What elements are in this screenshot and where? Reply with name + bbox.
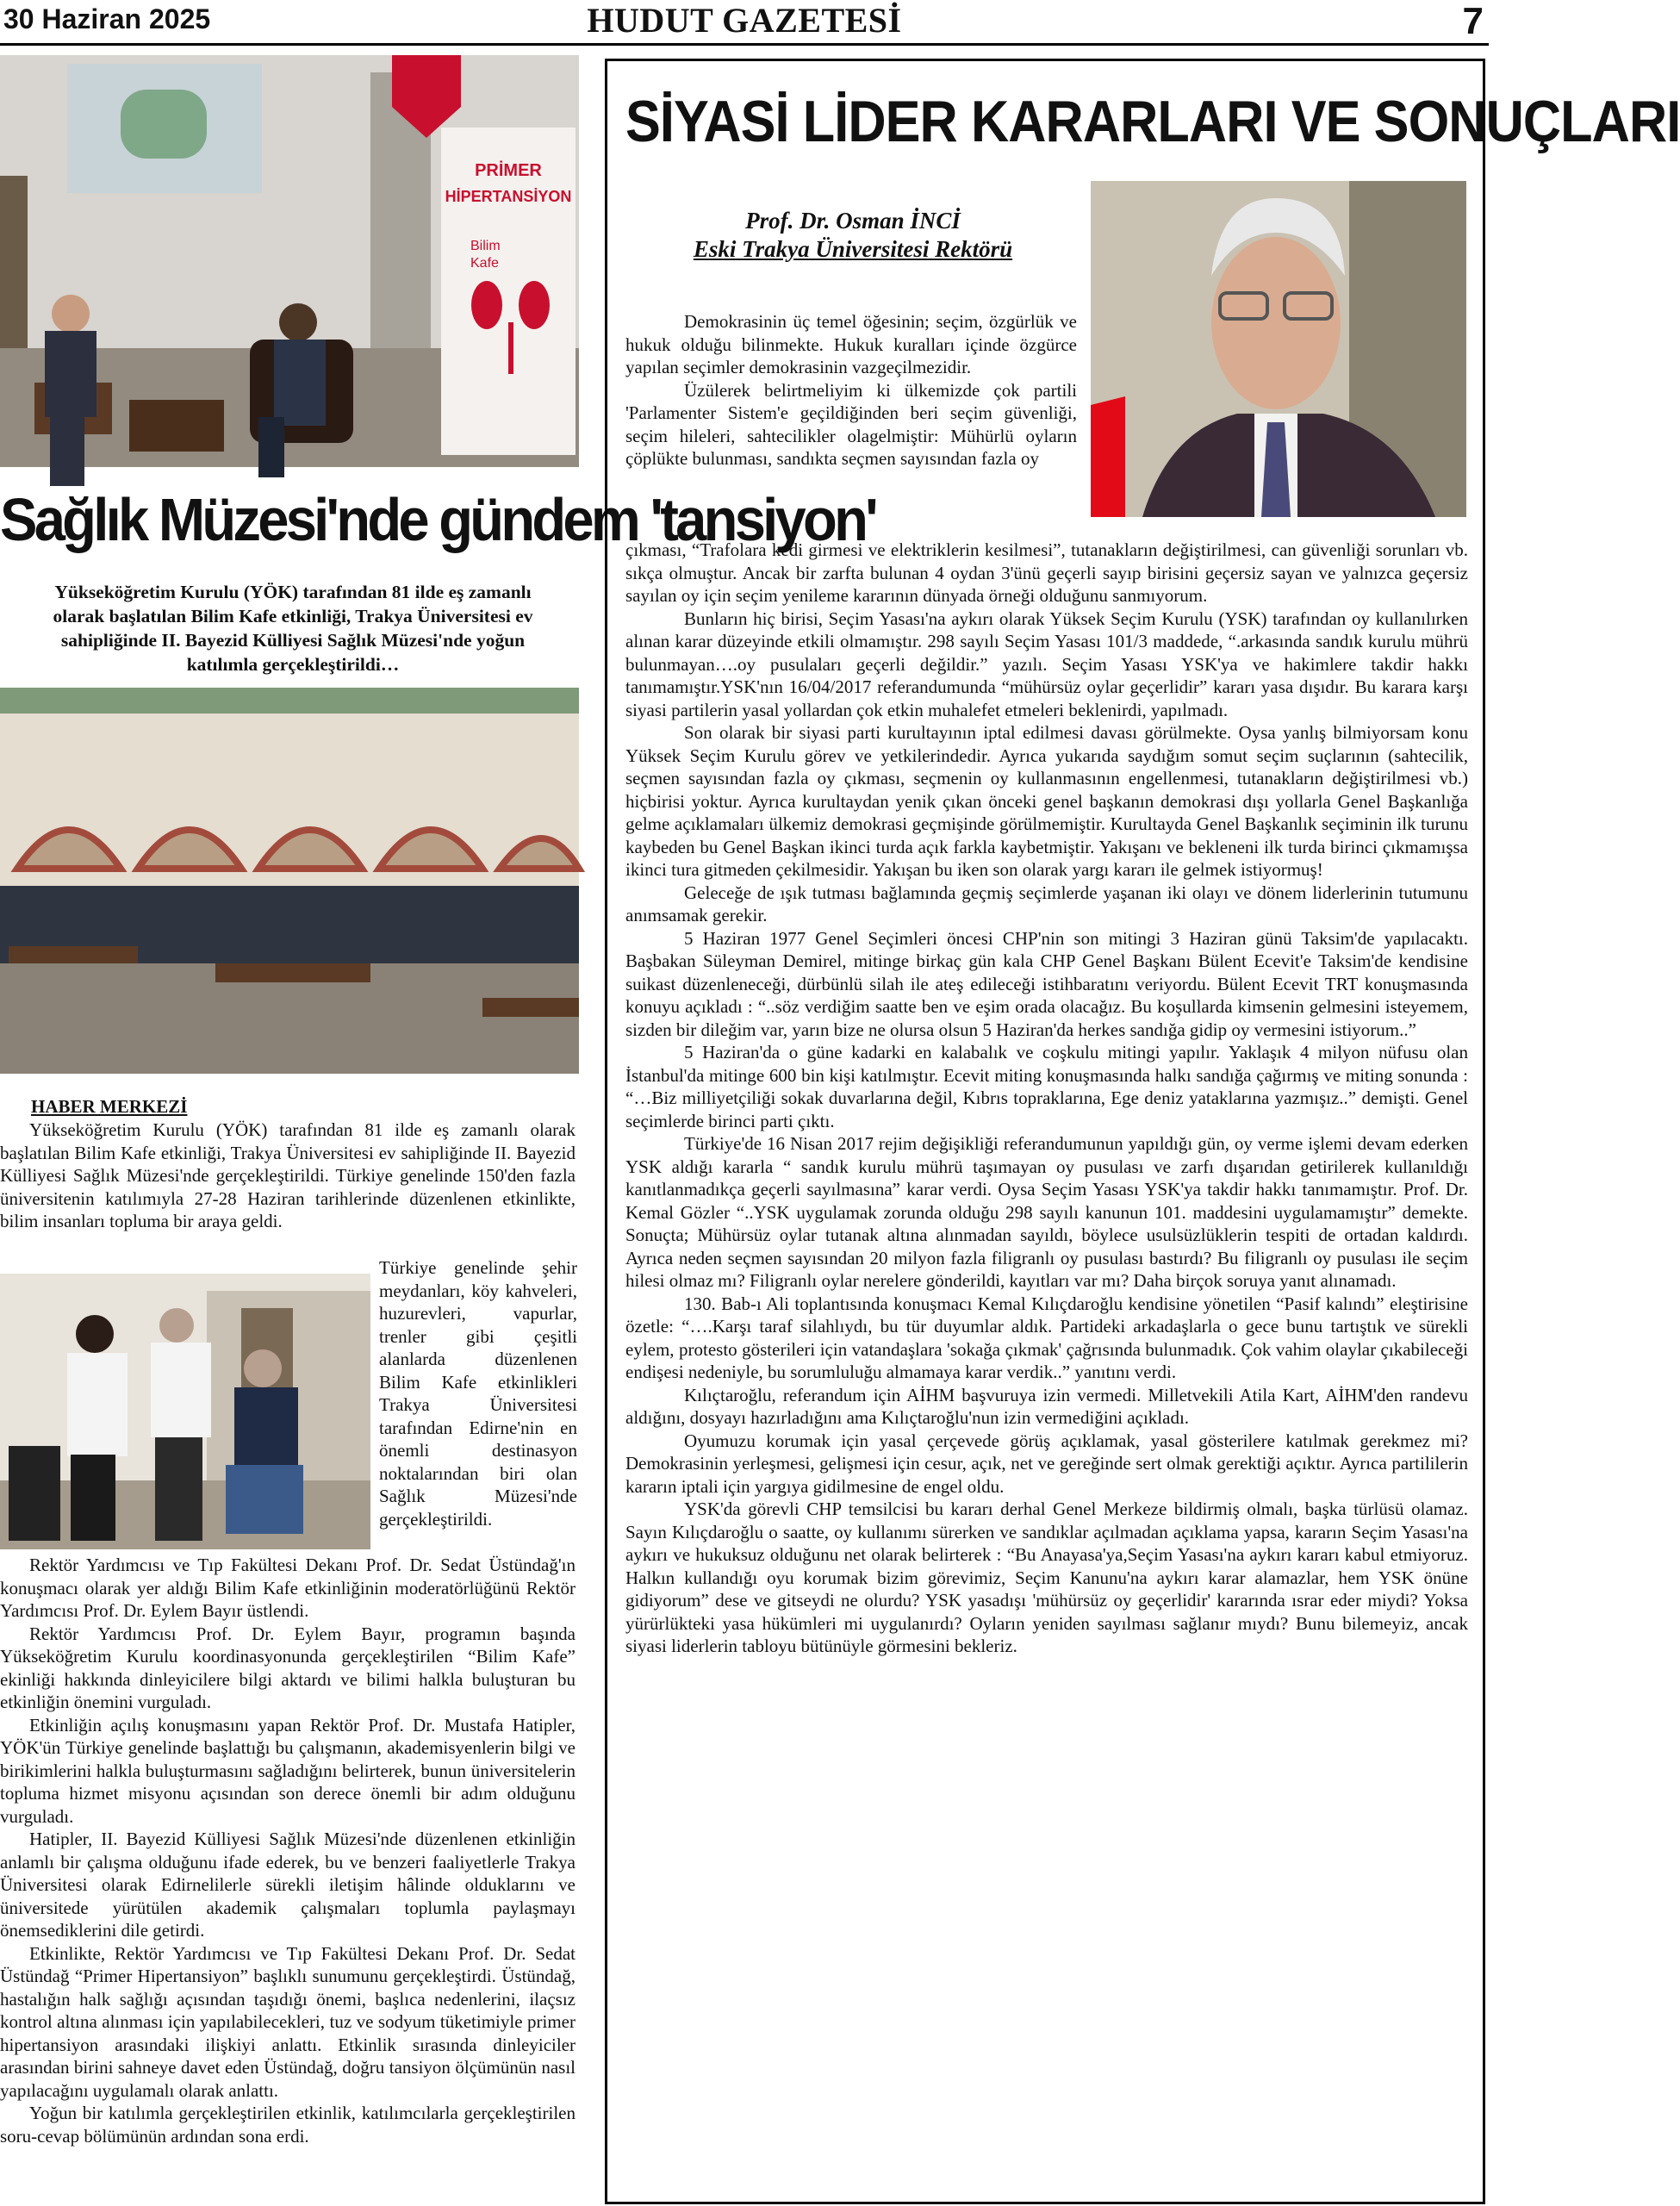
right-body-paragraphs [625, 539, 1468, 1658]
paragraph: Rektör Yardımcısı ve Tıp Fakültesi Dekanı Prof. Dr. Sedat Üstündağ'ın konuşmacı olarak yer aldığı Bilim Kafe etkinliğinin moderatörlüğünü Rektör Yardımcısı Prof. Dr. Eylem Bayır üstlendi. [0, 1555, 576, 1621]
paragraph: 130. Bab-ı Ali toplantısında konuşmacı Kemal Kılıçdaroğlu kendisine yönetilen “Pasif kalındı” eleştirisine özetle: “….Karşı taraf silahlıydı, bu tür duyumlar aldık. Partideki arkadaşlarla o gece bunu tartıştık ve sürekli eylem, protesto gösterileri için vatandaşlara 'sokağa çıkmak' çağrısında bulunmadık. Çok vahim olaylar çıkabileceği endişesi nedeniyle, bu sorumluluğu almamaya karar verdik..” yanıtını verdi. [625, 1293, 1468, 1382]
paragraph: Hatipler, II. Bayezid Külliyesi Sağlık Müzesi'nde düzenlenen etkinliğin anlamlı bir çalışma olduğunu ifade ederek, bu ve benzeri faaliyetlerle Trakya Üniversitesi olarak Edirnelilerle sürekli iletişim hâlinde olduklarını ve üniversitede yürütülen akademik çalışmaları toplumla paylaşmayı önemsediklerini dile getirdi. [0, 1829, 576, 1941]
newspaper-name: HUDUT GAZETESİ [587, 1, 902, 40]
left-byline: HABER MERKEZİ [31, 1096, 188, 1117]
paragraph: Üzülerek belirtmeliyim ki ülkemizde çok partili 'Parlamenter Sistem'e geçildiğinden beri seçim güvenliği, seçim hileleri, sahtecilikler olagelmiştir: Mühürlü oyların çöplükte bulunması, sandıkta seçmen sayısından fazla oy [625, 379, 1077, 469]
left-spot-text: Yükseköğretim Kurulu (YÖK) tarafından 81 ilde eş zamanlı olarak başlatılan Bilim Kafe etkinliği, Trakya Üniversitesi ev sahipliğinde II. Bayezid Külliyesi Sağlık Müzesi'nde yoğun katılımla gerçekleştirildi… [53, 582, 533, 675]
paragraph: Etkinliğin açılış konuşmasını yapan Rektör Prof. Dr. Mustafa Hatipler, YÖK'ün Türkiye genelinde başlattığı bu çalışmanın, akademisyenlerin bilgi ve birikimlerini halkla buluşturmasını sağladığını belirterek, bunun üniversitelerin topluma hizmet misyonu açısından son derece önemli bir adım olduğunu vurguladı. [0, 1714, 576, 1827]
left-wrap-text [379, 1256, 577, 1530]
paragraph: Etkinlikte, Rektör Yardımcısı ve Tıp Fakültesi Dekanı Prof. Dr. Sedat Üstündağ “Primer Hipertansiyon” başlıklı sunumunu gerçekleştirdi. Üstündağ, hastalığın halk sağlığı açısından taşıdığı önemi, başlıca nedenlerini, ilaçsız kontrol altına alınması için yapılabilecekleri, tuz ve sodyum tüketimiyle primer hipertansiyon arasındaki ilişkiyi anlattı. Etkinlik sırasında dinleyiciler arasından birini sahneye davet eden Üstündağ, doğru tansiyon ölçümünün nasıl yapılacağını uygulamalı olarak anlattı. [0, 1942, 576, 2101]
left-headline: Sağlık Müzesi'nde gündem 'tansiyon' [0, 486, 875, 553]
paragraph: Yoğun bir katılımla gerçekleştirilen etkinlik, katılımcılarla gerçekleştirilen soru-cevap bölümünün ardından sona erdi. [0, 2103, 576, 2147]
masthead [0, 0, 1489, 45]
page-number: 7 [1462, 0, 1484, 42]
paragraph: Geleceğe de ışık tutması bağlamında geçmiş seçimlerde yaşanan iki olayı ve dönem liderlerinin tutumunu anımsamak gerekir. [625, 882, 1468, 925]
paragraph: 5 Haziran'da o güne kadarki en kalabalık ve coşkulu mitingi yapılır. Yaklaşık 4 milyon nüfusu olan İstanbul'da mitinge 600 bin kişi katılmıştır. Ecevit miting konuşmasında halkı sandığa çağırmış ve miting sonunda : “…Biz milliyetçiliği sokak duvarlarına değil, Kıbrıs topraklarına, Ege deniz yataklarına yazmışız..” demişti. Genel seçimlerde birinci parti çıktı. [625, 1042, 1468, 1131]
paragraph: Türkiye'de 16 Nisan 2017 rejim değişikliği referandumunun yapıldığı gün, oy verme işlemi devam ederken YSK aldığı kararla “ sandık kurulu mührü taşımayan oy pusulası ve zarfı dışarıdan getirilerek kullanıldığı kanıtlanmadıkça geçerli sayılmasına” karar verdi. Oysa Seçim Yasası YSK'ya takdir hakkı tanımamıştır. Prof. Dr. Kemal Gözler “..YSK uygulamak zorunda olduğu 298 sayılı kanunun 101. maddesini uygulamamıştır” demekte. Sonuçta; Mühürsüz oylar tutanak altına alınmadan sayıldı, böylece usulsüzlüklerin tespiti de ortadan kaldırdı. Ayrıca neden seçmen sayısından 20 milyon fazla filigranlı oy pusulası bastırdı? Bu filigranlı oy pusulası ile seçim hilesi olmaz mı? Filigranlı oylar nerelere gönderildi, kayıtları var mı? Daha birçok soruya yanıt alınamadı. [625, 1133, 1468, 1291]
paragraph: Oyumuzu korumak için yasal çerçevede görüş açıklamak, yasal gösterilere katılmak gerekmez mi? Demokrasinin yerleşmesi, gelişmesi için cesur, açık, net ve gereğinde sert olmak gerektiği açıktır. Ayrıca partililerin kararın iptali için yargıya gidilmesine de engel oldu. [625, 1430, 1468, 1497]
left-intro-paragraph [0, 1119, 576, 1233]
paragraph: Demokrasinin üç temel öğesinin; seçim, özgürlük ve hukuk olduğu bilinmekte. Hukuk kuralları içinde özgürce yapılan seçimler demokrasinin vazgeçilmezidir. [625, 311, 1077, 377]
paragraph: çıkması, “Trafolara kedi girmesi ve elektriklerin kesilmesi”, tutanakların değiştirilmesi, can güvenliği sorunları vb. sıkça olmuştur. Ancak bir zarfta bulunan 4 oydan 3'ünü geçerli sayıp birisini geçersiz sayan ve yalnızca geçersiz sayılan oy için seçim yenileme kararının dünyada örneği olduğunu sanmıyorum. [625, 539, 1468, 606]
paragraph: Türkiye genelinde şehir meydanları, köy kahveleri, huzurevleri, vapurlar, trenler gibi çeşitli alanlarda düzenlenen Bilim Kafe etkinlikleri Trakya Üniversitesi tarafından Edirne'nin en önemli destinasyon noktalarından biri olan Sağlık Müzesi'nde gerçekleştirildi. [379, 1257, 577, 1530]
author-block [638, 207, 1068, 264]
portrait-illustration [1091, 181, 1466, 517]
svg-text:Kafe: Kafe [470, 256, 499, 271]
author-name: Prof. Dr. Osman İNCİ [745, 208, 961, 234]
author-portrait [1091, 181, 1466, 517]
paragraph: Bunların hiç birisi, Seçim Yasası'na aykırı olarak Yüksek Seçim Kurulu (YSK) tarafından oy kullanılırken alınan karar düzeyinde etkili olmamıştır. 298 sayılı Seçim Yasası 101/3 maddede, “.arkasında sandık kurulu mührü bulunmayan….oy pusulaları geçerli değildir.” yazılı. Seçim Yasası YSK'ya ve hakimlere takdir hakkı tanımamıştır.YSK'nın 16/04/2017 referandumunda “mühürsüz oylar geçerlidir” kararı yasa dışıdır. Bu karara karşı siyasi partilerin yasal yollardan çok etkin muhalefet etmeleri beklenirdi, yapılmadı. [625, 608, 1468, 720]
paragraph: YSK'da görevli CHP temsilcisi bu kararı derhal Genel Merkeze bildirmiş olmalı, başka türlüsü olamaz. Sayın Kılıçdaroğlu o saatte, oy kullanımı sürerken ve sandıklar açılmadan açıklama yapsa, kararın Seçim Yasası'na aykırı ve hukuksuz olduğunu net olarak belirterek : “Bu Anayasa'ya,Seçim Yasası'na aykırı kararı kabul etmiyoruz. Halkın kullandığı oyu korumak bizim görevimiz, Seçim Kanunu'na aykırı karar alamazlar, hem YSK önüne gidiyorum” dese ve gitseydi ne olurdu? YSK yasadışı 'mühürsüz oy geçerlidir' kararında ısrar eder miydi? Yoksa yürürlükteki yasa hükümleri mi uygulanırdı? Oyların yeniden sayılması sağlanır mıydı? Bunu bilemeyiz, ancak siyasi liderlerin tabloyu bütünüyle görmesini bekleriz. [625, 1499, 1468, 1656]
stage-photo-illustration [0, 55, 579, 467]
svg-text:Bilim: Bilim [470, 239, 501, 253]
paragraph: Rektör Yardımcısı Prof. Dr. Eylem Bayır, programın başında Yükseköğretim Kurulu koordinasyonunda gerçekleştirilen “Bilim Kafe” ekinliği hakkında dinleyicilere bilgi aktardı ve bilimi halkla buluşturan bu etkinliğin önemini vurguladı. [0, 1623, 576, 1712]
right-top-paragraphs [625, 310, 1077, 470]
photo-courtyard-audience [0, 688, 579, 1074]
paragraph: Kılıçtaroğlu, referandum için AİHM başvuruya izin vermedi. Milletvekili Atila Kart, AİHM'den randevu aldığını, dosyayı hazırladığını ama Kılıçtaroğlu'nun izin vermediğini açıkladı. [625, 1384, 1468, 1428]
svg-text:PRİMER: PRİMER [475, 161, 542, 180]
right-headline: SİYASİ LİDER KARARLARI VE SONUÇLARI [625, 89, 1680, 154]
photo-blood-pressure-demo [0, 1274, 370, 1549]
paragraph: Son olarak bir siyasi parti kurultayının iptal edilmesi davası görülmekte. Oysa yanlış bilmiyorsam konu Yüksek Seçim Kurulu görev ve yetkilerindedir. Ayrıca yukarıda saydığım somut seçim suçlarının (sahtecilik, seçmen sayısından fazla oy çıkması, seçmenin oy kullanmasının engellenmesi, tutanakların değiştirilmesi vb.) hiçbirisi yoktur. Ayrıca kurultaydan yenik çıkan önceki genel başkanın demokrasi dışı yollarla Genel Başkanlığa gelme açıklamaları ülkemiz demokrasi geçmişinde görülmemiştir. Kurultayda Genel Başkanlık seçiminin ilk turunu kaybeden bu Genel Başkan ikinci turda açık farkla kaybetmiştir. Yakışanı ve bekleneni ilk turda birinci çıkmamışsa ikinci tura gitmeden çekilmesidir. Yakışan bu iken son olarak yargı kararı ile gelmek istiyormuş! [625, 722, 1468, 880]
paragraph: 5 Haziran 1977 Genel Seçimleri öncesi CHP'nin son mitingi 3 Haziran günü Taksim'de yapılacaktı. Başbakan Süleyman Demirel, mitinge birkaç gün kala CHP Genel Başkanı Bülent Ecevit'e Taksim'de kendisine suikast düzenleneceği, dürbünlü silah ile ateş edileceği istihbaratını veriyordu. Bülent Ecevit TRT konuşmasında konuyu açıkladı : “..söz verdiğim saatte ben ve eşim orada olacağız. Bu koşullarda kimsenin gelmesini isteyemem, sizden bir dileğim var, yarın bize ne olursa olsun 5 Haziran'da herkes sandığa gidip oy vermesini istiyorum..” [625, 927, 1468, 1040]
svg-text:HİPERTANSİYON: HİPERTANSİYON [445, 188, 572, 205]
paragraph: Yükseköğretim Kurulu (YÖK) tarafından 81 ilde eş zamanlı olarak başlatılan Bilim Kafe etkinliği, Trakya Üniversitesi ev sahipliğinde II. Bayezid Külliyesi Sağlık Müzesi'nde gerçekleştirildi. Türkiye genelinde 150'den fazla üniversitenin katılımıyla 27-28 Haziran tarihlerinde düzenlenen etkinlikte, bilim insanları topluma bir araya geldi. [0, 1119, 576, 1231]
courtyard-photo-illustration [0, 688, 579, 1074]
issue-date: 30 Haziran 2025 [3, 3, 211, 34]
left-body-paragraphs [0, 1554, 576, 2147]
photo-bilim-kafe-stage [0, 55, 579, 467]
author-title: Eski Trakya Üniversitesi Rektörü [693, 236, 1013, 262]
masthead-rule [0, 43, 1489, 46]
bp-photo-illustration [0, 1274, 370, 1549]
